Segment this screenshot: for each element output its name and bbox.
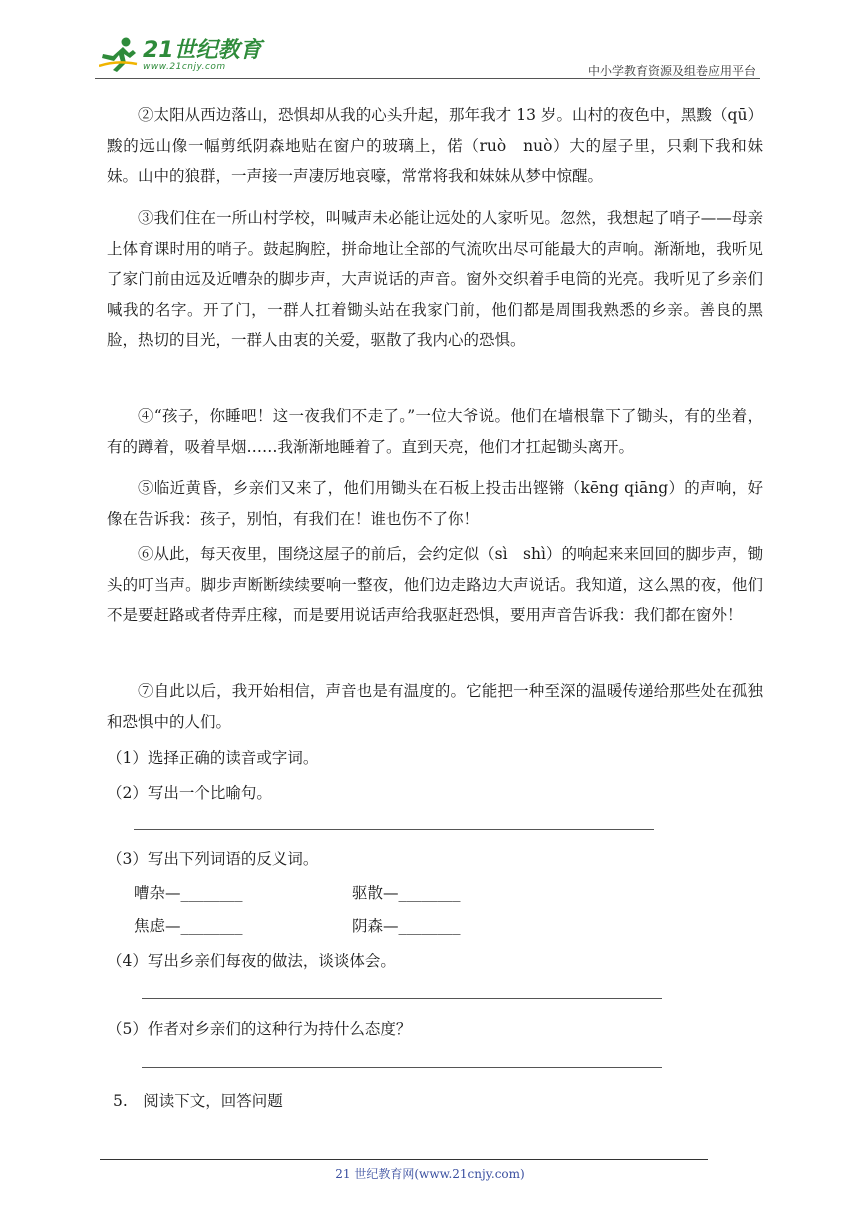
antonym-blank[interactable]: ________ xyxy=(398,884,461,902)
paragraph-3: ③我们住在一所山村学校，叫喊声未必能让远处的人家听见。忽然，我想起了哨子——母亲上体育课时用的哨子。鼓起胸腔，拼命地让全部的气流吹出尽可能最大的声响。渐渐地，我听见了家门前由远及近嘈杂的脚步声，大声说话的声音。窗外交织着手电筒的光亮。我听见了乡亲们喊我的名字。开了门，一群人扛着锄头站在我家门前，他们都是周围我熟悉的乡亲。善良的黑脸，热切的目光，一群人由衷的关爱，驱散了我内心的恐惧。 xyxy=(107,209,763,349)
question-5: （5）作者对乡亲们的这种行为持什么态度？ xyxy=(107,1020,412,1038)
paragraph-6: ⑥从此，每天夜里，围绕这屋子的前后，会约定似（sì shì）的响起来来回回的脚步声，锄头的叮当声。脚步声断断续续要响一整夜，他们边走路边大声说话。我知道，这么黑的夜，他们不是要赶路或者侍弄庄稼，而是要用说话声给我驱赶恐惧，要用声音告诉我：我们都在窗外！ xyxy=(107,545,763,624)
paragraph-5: ⑤临近黄昏，乡亲们又来了，他们用锄头在石板上投击出铿锵（kēng qiāng）的声响，好像在告诉我：孩子，别怕，有我们在！谁也伤不了你！ xyxy=(107,479,763,528)
footer-divider xyxy=(100,1159,708,1160)
antonym-blank[interactable]: ________ xyxy=(398,917,461,935)
answer-line-q2[interactable] xyxy=(134,829,654,830)
runner-icon xyxy=(99,36,139,72)
antonym-pair xyxy=(134,911,243,941)
header-divider xyxy=(95,78,760,79)
antonym-word: 驱散— xyxy=(352,884,399,902)
antonym-word: 焦虑— xyxy=(134,917,181,935)
antonym-word: 嘈杂— xyxy=(134,884,181,902)
paragraph-4: ④“孩子，你睡吧！这一夜我们不走了。”一位大爷说。他们在墙根靠下了锄头，有的坐着，有的蹲着，吸着旱烟……我渐渐地睡着了。直到天亮，他们才扛起锄头离开。 xyxy=(107,407,763,456)
site-logo xyxy=(95,32,265,76)
answer-line-q5[interactable] xyxy=(142,1067,662,1068)
question-4: （4）写出乡亲们每夜的做法，谈谈体会。 xyxy=(107,952,396,970)
antonym-word: 阴森— xyxy=(352,917,399,935)
antonym-pair xyxy=(352,911,461,941)
antonym-pair xyxy=(352,878,461,908)
antonym-blank[interactable]: ________ xyxy=(180,884,243,902)
paragraph-2: ②太阳从西边落山，恐惧却从我的心头升起，那年我才 13 岁。山村的夜色中，黑黢（qū）黢的远山像一幅剪纸阴森地贴在窗户的玻璃上，偌（ruò nuò）大的屋子里，只剩下我和妹妹。山中的狼群，一声接一声凄厉地哀嚎，常常将我和妹妹从梦中惊醒。 xyxy=(107,106,763,185)
section-5-heading: 5. 阅读下文，回答问题 xyxy=(113,1092,283,1110)
question-2: （2）写出一个比喻句。 xyxy=(107,784,272,802)
answer-line-q4[interactable] xyxy=(142,998,662,999)
page-header xyxy=(95,30,760,80)
footer-link[interactable]: 21 世纪教育网(www.21cnjy.com) xyxy=(335,1167,525,1181)
question-1: （1）选择正确的读音或字词。 xyxy=(107,749,319,767)
logo-url: www.21cnjy.com xyxy=(143,62,226,72)
logo-title: 21世纪教育 xyxy=(143,38,262,63)
antonym-blank[interactable]: ________ xyxy=(180,917,243,935)
paragraph-7: ⑦自此以后，我开始相信，声音也是有温度的。它能把一种至深的温暖传递给那些处在孤独和恐惧中的人们。 xyxy=(107,682,763,731)
question-3: （3）写出下列词语的反义词。 xyxy=(107,850,319,868)
platform-name: 中小学教育资源及组卷应用平台 xyxy=(587,64,756,78)
antonym-pair xyxy=(134,878,243,908)
